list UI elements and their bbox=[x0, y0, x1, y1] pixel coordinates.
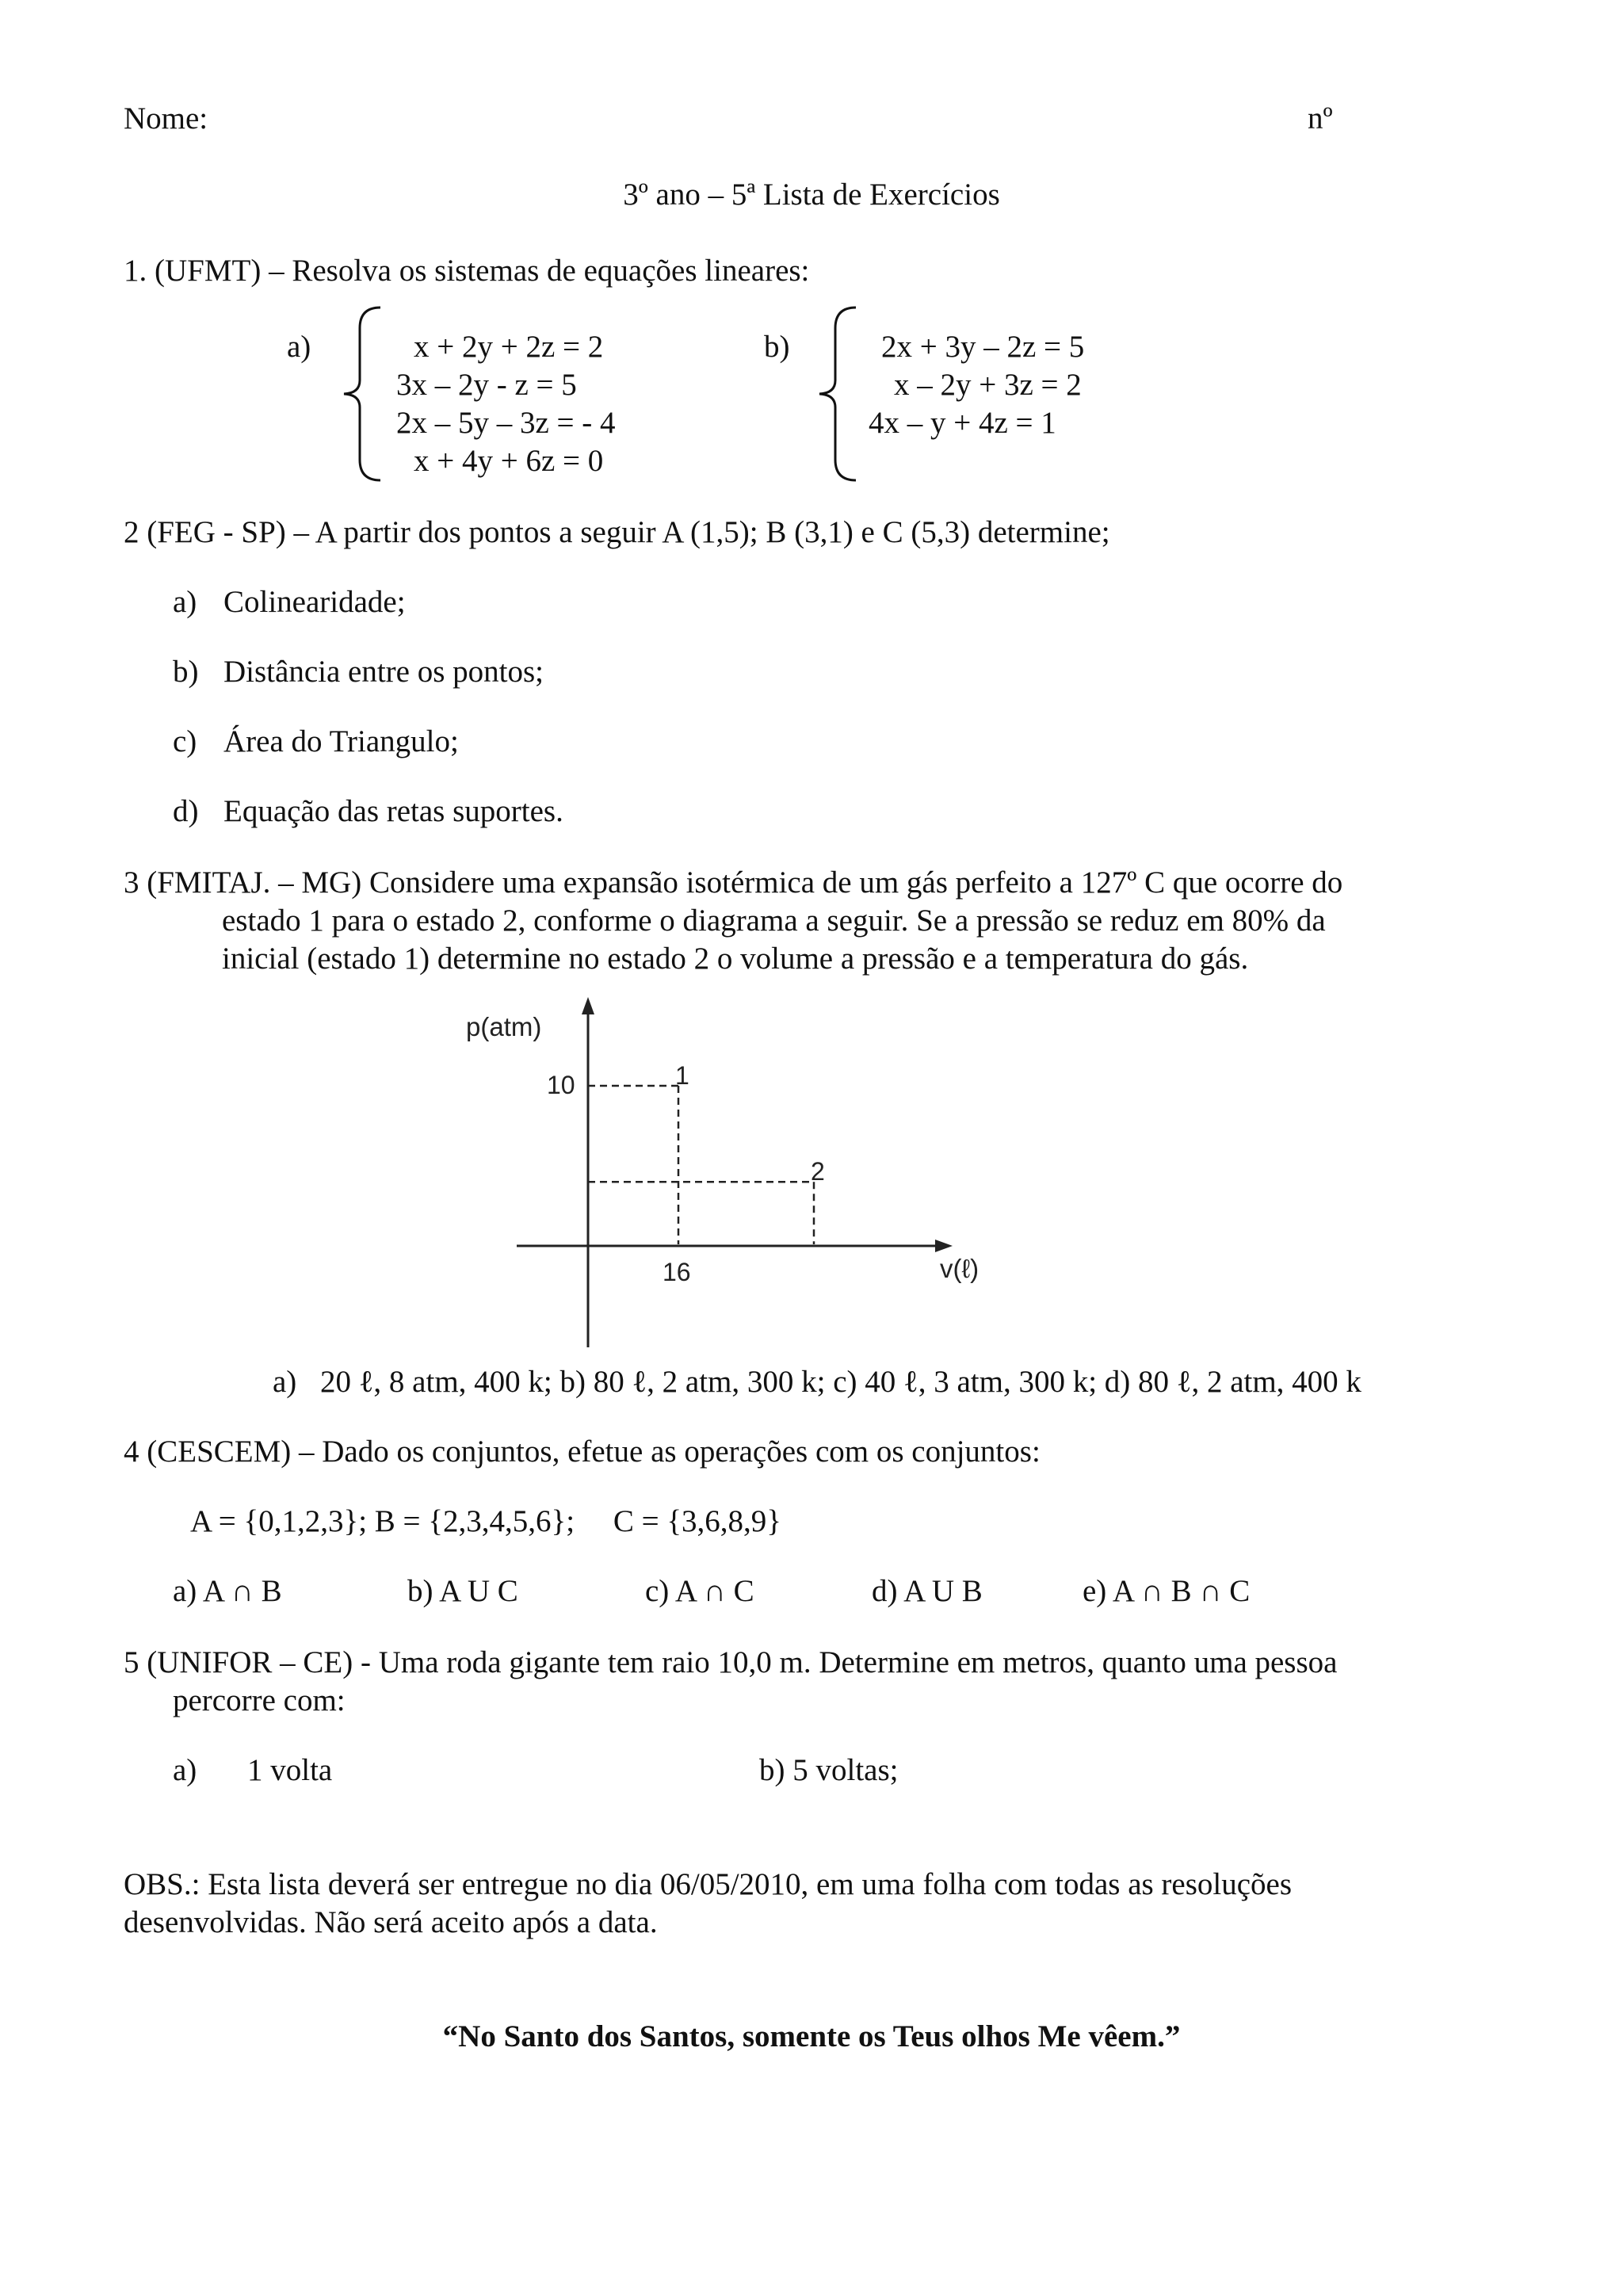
q5-b-text: b) 5 voltas; bbox=[759, 1753, 899, 1787]
y-tick-label-0: 10 bbox=[547, 1071, 575, 1099]
q5-a-label: a) bbox=[173, 1753, 197, 1787]
q1-b-eq-3: 4x – y + 4z = 1 bbox=[869, 406, 1056, 440]
q3-answer-text: 20 ℓ, 8 atm, 400 k; b) 80 ℓ, 2 atm, 300 k; c) 40 ℓ, 3 atm, 300 k; d) 80 ℓ, 2 atm, 400 k bbox=[320, 1365, 1361, 1399]
q3-answer-label: a) bbox=[273, 1365, 297, 1399]
q4-op-a: a) A ∩ B bbox=[173, 1574, 282, 1608]
q2-item-c-text: Área do Triangulo; bbox=[223, 724, 459, 758]
q1-a-label: a) bbox=[287, 330, 311, 364]
pv-diagram bbox=[444, 991, 1014, 1355]
q2-item-b-text: Distância entre os pontos; bbox=[223, 655, 544, 689]
q1-b-label: b) bbox=[764, 330, 790, 364]
y-axis-label: p(atm) bbox=[466, 1012, 542, 1041]
q4-prompt: 4 (CESCEM) – Dado os conjuntos, efetue as operações com os conjuntos: bbox=[124, 1435, 1041, 1469]
q2-item-d-text: Equação das retas suportes. bbox=[223, 794, 563, 828]
q1-b-brace bbox=[815, 304, 862, 483]
obs-line-1: OBS.: Esta lista deverá ser entregue no dia 06/05/2010, em uma folha com todas as resoluções bbox=[124, 1867, 1293, 1901]
state-2-label: 2 bbox=[811, 1157, 825, 1186]
q5-a-text: 1 volta bbox=[247, 1753, 333, 1787]
state-1-label: 1 bbox=[675, 1061, 689, 1090]
name-label: Nome: bbox=[124, 101, 208, 136]
q2-item-a-label: a) bbox=[173, 585, 197, 619]
q1-b-system bbox=[869, 328, 1084, 442]
q1-a-brace bbox=[339, 304, 387, 483]
q3-line-3: inicial (estado 1) determine no estado 2 o volume a pressão e a temperatura do gás. bbox=[222, 942, 1249, 976]
q4-op-c: c) A ∩ C bbox=[645, 1574, 754, 1608]
q2-item-a-text: Colinearidade; bbox=[223, 585, 406, 619]
closing-quote: “No Santo dos Santos, somente os Teus olhos Me vêem.” bbox=[442, 2019, 1181, 2053]
q1-a-eq-4: x + 4y + 6z = 0 bbox=[414, 444, 604, 478]
page-title: 3º ano – 5ª Lista de Exercícios bbox=[623, 178, 1000, 212]
x-axis-label: v(ℓ) bbox=[940, 1254, 980, 1283]
q4-op-d: d) A U B bbox=[872, 1574, 983, 1608]
q4-op-b: b) A U C bbox=[407, 1574, 518, 1608]
q3-line-1: 3 (FMITAJ. – MG) Considere uma expansão isotérmica de um gás perfeito a 127º C que ocorre do bbox=[124, 865, 1343, 900]
q5-line-1: 5 (UNIFOR – CE) - Uma roda gigante tem raio 10,0 m. Determine em metros, quanto uma pessoa bbox=[124, 1645, 1338, 1679]
q2-item-c-label: c) bbox=[173, 724, 197, 758]
q1-a-eq-3: 2x – 5y – 3z = - 4 bbox=[396, 406, 616, 440]
q1-a-eq-2: 3x – 2y - z = 5 bbox=[396, 368, 577, 402]
q1-b-eq-2: x – 2y + 3z = 2 bbox=[894, 368, 1082, 402]
q1-a-eq-1: x + 2y + 2z = 2 bbox=[414, 330, 604, 364]
q2-prompt: 2 (FEG - SP) – A partir dos pontos a seguir A (1,5); B (3,1) e C (5,3) determine; bbox=[124, 515, 1110, 549]
chart-axes bbox=[517, 997, 953, 1347]
q2-item-b-label: b) bbox=[173, 655, 199, 689]
q2-item-d-label: d) bbox=[173, 794, 199, 828]
x-axis-arrow bbox=[935, 1240, 953, 1252]
obs-line-2: desenvolvidas. Não será aceito após a data. bbox=[124, 1905, 658, 1939]
q1-prompt: 1. (UFMT) – Resolva os sistemas de equações lineares: bbox=[124, 254, 810, 288]
y-axis-arrow bbox=[582, 997, 594, 1014]
number-label: nº bbox=[1308, 101, 1333, 136]
x-tick-label-0: 16 bbox=[663, 1258, 691, 1286]
q1-b-eq-1: 2x + 3y – 2z = 5 bbox=[881, 330, 1085, 364]
q4-sets: A = {0,1,2,3}; B = {2,3,4,5,6}; C = {3,6,8,9} bbox=[190, 1504, 782, 1538]
q3-line-2: estado 1 para o estado 2, conforme o diagrama a seguir. Se a pressão se reduz em 80% da bbox=[222, 904, 1326, 938]
q4-op-e: e) A ∩ B ∩ C bbox=[1083, 1574, 1251, 1608]
q1-a-system bbox=[396, 328, 616, 480]
q5-line-2: percorre com: bbox=[173, 1683, 346, 1717]
